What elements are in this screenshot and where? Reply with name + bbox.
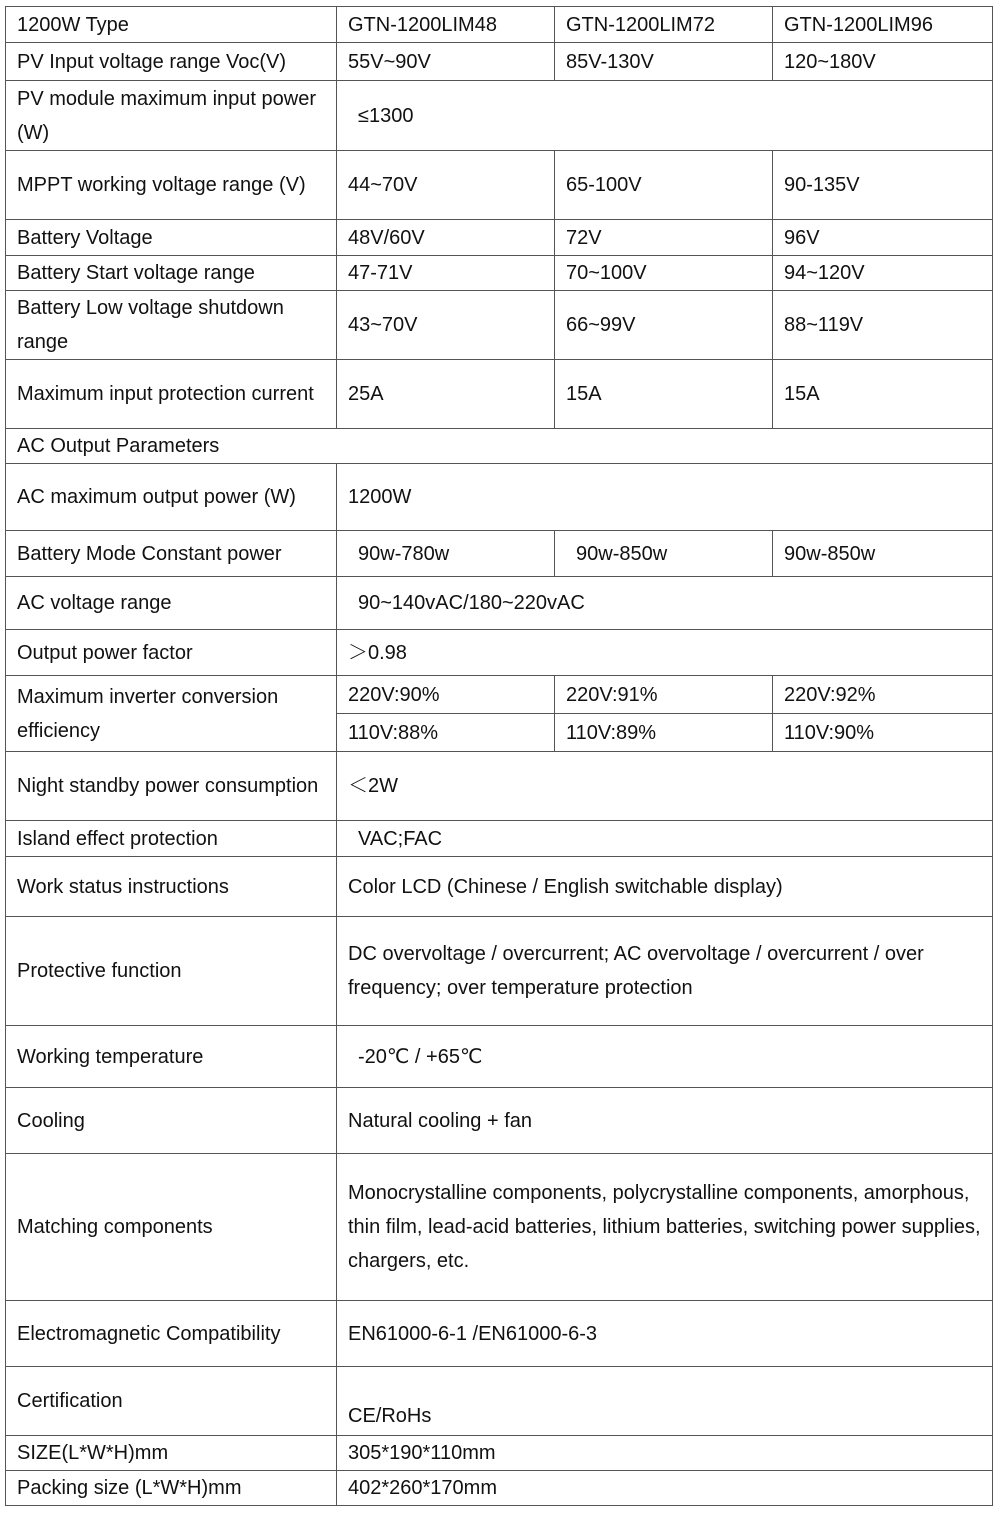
model-header: GTN-1200LIM72 xyxy=(555,7,773,43)
table-row xyxy=(6,220,993,256)
cell-value: 90w-850w xyxy=(773,531,993,577)
table-row xyxy=(6,531,993,577)
cell-value: 305*190*110mm xyxy=(337,1436,993,1471)
cell-value: 44~70V xyxy=(337,151,555,220)
cell-value: 220V:90% xyxy=(337,676,555,714)
cell-value: Color LCD (Chinese / English switchable display) xyxy=(337,857,993,917)
row-label: MPPT working voltage range (V) xyxy=(6,151,337,220)
cell-value: EN61000-6-1 /EN61000-6-3 xyxy=(337,1301,993,1367)
row-label: Island effect protection xyxy=(6,821,337,857)
row-label: Maximum input protection current xyxy=(6,360,337,429)
cell-value: 90w-850w xyxy=(555,531,773,577)
cell-value: 110V:90% xyxy=(773,714,993,752)
cell-value: VAC;FAC xyxy=(337,821,993,857)
table-row xyxy=(6,429,993,464)
cell-value: ＜2W xyxy=(337,752,993,821)
cell-value: 1200W xyxy=(337,464,993,531)
table-row xyxy=(6,464,993,531)
row-label: Cooling xyxy=(6,1088,337,1154)
table-row xyxy=(6,1026,993,1088)
table-row xyxy=(6,1471,993,1506)
type-header: 1200W Type xyxy=(6,7,337,43)
cell-value: 43~70V xyxy=(337,291,555,360)
row-label: Certification xyxy=(6,1367,337,1436)
table-row xyxy=(6,43,993,81)
cell-value: 65-100V xyxy=(555,151,773,220)
cell-value: 90w-780w xyxy=(337,531,555,577)
cell-value: 15A xyxy=(773,360,993,429)
table-row xyxy=(6,1436,993,1471)
row-label: SIZE(L*W*H)mm xyxy=(6,1436,337,1471)
table-row xyxy=(6,676,993,714)
cell-value: 66~99V xyxy=(555,291,773,360)
row-label: Battery Low voltage shutdown range xyxy=(6,291,337,360)
cell-value: CE/RoHs xyxy=(337,1367,993,1436)
cell-value: 47-71V xyxy=(337,256,555,291)
row-label: Packing size (L*W*H)mm xyxy=(6,1471,337,1506)
row-label: Work status instructions xyxy=(6,857,337,917)
row-label: Night standby power consumption xyxy=(6,752,337,821)
section-header: AC Output Parameters xyxy=(6,429,993,464)
cell-value: DC overvoltage / overcurrent; AC overvoltage / overcurrent / over frequency; over temperature protection xyxy=(337,917,993,1026)
cell-value: 110V:89% xyxy=(555,714,773,752)
table-row xyxy=(6,857,993,917)
cell-value: 48V/60V xyxy=(337,220,555,256)
row-label: Protective function xyxy=(6,917,337,1026)
model-header: GTN-1200LIM96 xyxy=(773,7,993,43)
table-row xyxy=(6,291,993,360)
cell-value: 96V xyxy=(773,220,993,256)
cell-value: 94~120V xyxy=(773,256,993,291)
table-row xyxy=(6,752,993,821)
cell-value: Natural cooling + fan xyxy=(337,1088,993,1154)
row-label: Battery Voltage xyxy=(6,220,337,256)
table-row xyxy=(6,630,993,676)
model-header: GTN-1200LIM48 xyxy=(337,7,555,43)
cell-value: 120~180V xyxy=(773,43,993,81)
table-row xyxy=(6,821,993,857)
row-label: Output power factor xyxy=(6,630,337,676)
table-row xyxy=(6,360,993,429)
cell-value: 15A xyxy=(555,360,773,429)
cell-value: 88~119V xyxy=(773,291,993,360)
row-label: Working temperature xyxy=(6,1026,337,1088)
table-row xyxy=(6,7,993,43)
cell-value: 110V:88% xyxy=(337,714,555,752)
cell-value: 90~140vAC/180~220vAC xyxy=(337,577,993,630)
row-label: Battery Mode Constant power xyxy=(6,531,337,577)
cell-value: 25A xyxy=(337,360,555,429)
table-row xyxy=(6,917,993,1026)
row-label: Electromagnetic Compatibility xyxy=(6,1301,337,1367)
cell-value: 402*260*170mm xyxy=(337,1471,993,1506)
table-row xyxy=(6,81,993,151)
row-label: Matching components xyxy=(6,1154,337,1301)
cell-value: 220V:91% xyxy=(555,676,773,714)
cell-value: ≤1300 xyxy=(337,81,993,151)
table-row xyxy=(6,1301,993,1367)
cell-value: 90-135V xyxy=(773,151,993,220)
cell-value: 55V~90V xyxy=(337,43,555,81)
cell-value: 72V xyxy=(555,220,773,256)
row-label: AC voltage range xyxy=(6,577,337,630)
cell-value: Monocrystalline components, polycrystalline components, amorphous, thin film, lead-acid batteries, lithium batteries, switching power supplies, chargers, etc. xyxy=(337,1154,993,1301)
cell-value: ＞0.98 xyxy=(337,630,993,676)
row-label: Battery Start voltage range xyxy=(6,256,337,291)
row-label: PV Input voltage range Voc(V) xyxy=(6,43,337,81)
cell-value: 220V:92% xyxy=(773,676,993,714)
table-row xyxy=(6,1088,993,1154)
table-row xyxy=(6,151,993,220)
spec-table xyxy=(5,6,993,1506)
cell-value: 70~100V xyxy=(555,256,773,291)
row-label: PV module maximum input power (W) xyxy=(6,81,337,151)
table-row xyxy=(6,577,993,630)
row-label: AC maximum output power (W) xyxy=(6,464,337,531)
table-row xyxy=(6,256,993,291)
row-label: Maximum inverter conversion efficiency xyxy=(6,676,337,752)
table-row xyxy=(6,1367,993,1436)
cell-value: 85V-130V xyxy=(555,43,773,81)
table-row xyxy=(6,1154,993,1301)
cell-value: -20℃ / +65℃ xyxy=(337,1026,993,1088)
